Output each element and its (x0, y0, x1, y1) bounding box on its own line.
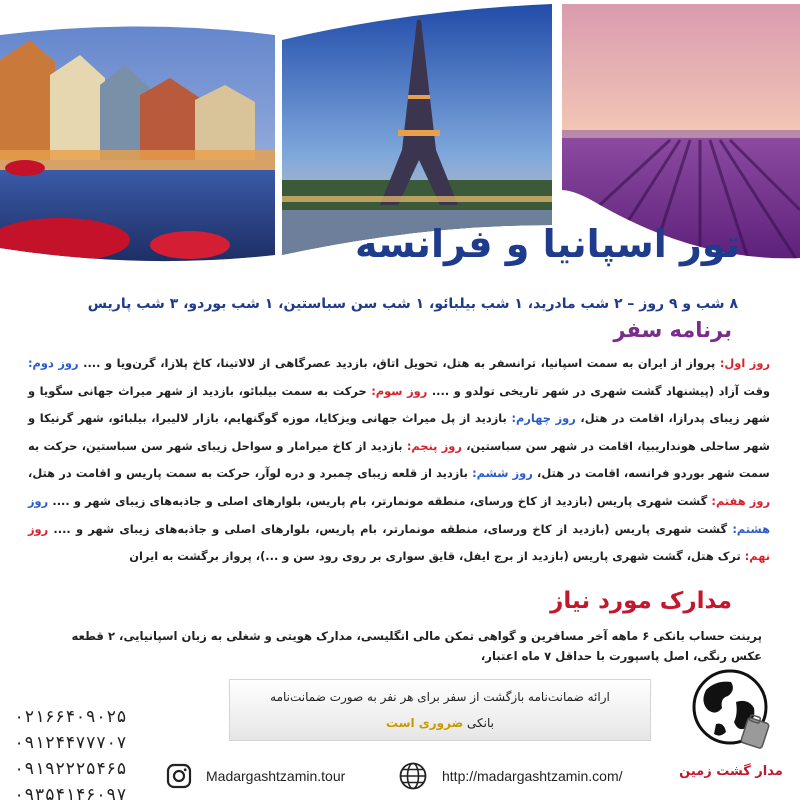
guarantee-line-1: ارائه ضمانت‌نامه بازگشت از سفر برای هر نفر به صورت ضمانت‌نامه (270, 690, 610, 704)
trip-duration-subtitle: ۸ شب و ۹ روز – ۲ شب مادرید، ۱ شب بیلبائو، ۱ شب سن سباستین، ۱ شب بوردو، ۳ شب پاریس (87, 296, 738, 312)
day-1-text: پرواز از ایران به سمت اسپانیا، ترانسفر به هتل، تحویل اتاق، بازدید عصرگاهی از لالاتینا، کاخ پلازا، گرن‌ویا و .... (78, 356, 720, 370)
guarantee-line-2-prefix: بانکی (463, 716, 494, 730)
day-9-text: ترک هتل، گشت شهری پاریس (بازدید از برج ایفل، قایق سواری بر روی رود سن و ...)، پرواز برگشت به ایران (129, 549, 745, 564)
instagram-icon (166, 763, 192, 789)
page-title: تور اسپانیا و فرانسه (354, 222, 740, 266)
guarantee-line-2 (230, 716, 650, 730)
guarantee-highlight: ضروری است (385, 716, 464, 730)
day-5-text: بازدید از کاخ میرامار و سواحل زیبای شهر سن سباستین، حرکت به سمت شهر بوردو فرانسه، اقامت در هتل، (28, 438, 770, 481)
day-2-text: وقت آزاد (پیشنهاد گشت شهری در شهر تاریخی تولدو و .... (427, 383, 770, 398)
day-6-label: روز ششم: (472, 466, 533, 481)
phone-number-3[interactable]: ۰۹۱۹۲۲۲۵۴۶۵ (14, 759, 127, 779)
phone-number-2[interactable]: ۰۹۱۲۴۴۷۷۷۰۷ (14, 733, 127, 753)
day-7-label: روز هفتم: (711, 493, 770, 508)
brand-name: مدار گشت زمین (679, 764, 783, 779)
website-contact[interactable] (398, 760, 623, 792)
itinerary-text (28, 350, 770, 571)
day-8-text: گشت شهری پاریس (بازدید از کاخ ورسای، منطقه مونمارتر، بام پاریس، بلوارهای اصلی و جاذبه‌های زیبای شهر و .... (48, 521, 733, 536)
website-url[interactable]: http://madargashtzamin.com/ (442, 768, 623, 784)
day-8-label: روز هشتم: (28, 493, 770, 536)
phone-number-1[interactable]: ۰۲۱۶۶۴۰۹۰۲۵ (14, 707, 127, 727)
day-6-text: بازدید از قلعه زیبای چمبرد و دره لوآر، حرکت به سمت پاریس و اقامت در هتل، (28, 466, 473, 481)
day-3-text: حرکت به سمت بیلبائو، بازدید از شهر میراث جهانی سگویا و شهر زیبای پدرازا، اقامت در هتل، (28, 383, 770, 426)
day-2-label: روز دوم: (28, 356, 79, 370)
day-3-label: روز سوم: (371, 383, 428, 398)
day-7-text: گشت شهری پاریس (بازدید از کاخ ورسای، منطقه مونمارتر، بام پاریس، بلوارهای اصلی و جاذبه‌های زیبای شهر و .... (48, 493, 712, 508)
photo-eiffel-tower (282, 0, 557, 260)
guarantee-notice-box (229, 679, 651, 741)
itinerary-heading: برنامه سفر (613, 318, 732, 342)
instagram-handle[interactable]: Madargashtzamin.tour (206, 768, 346, 784)
documents-heading: مدارک مورد نیاز (550, 588, 732, 614)
day-9-label: روز نهم: (28, 521, 770, 564)
day-4-text: بازدید از پل میراث جهانی ویزکایا، موزه گوگنهایم، بازار لالیبرا، بیلبائو، شهر گرنیکا و شهر ساحلی هونداریبیا، اقامت در شهر سن سباستین، (28, 411, 770, 453)
earth-globe-logo (676, 662, 786, 762)
phone-number-4[interactable]: ۰۹۳۵۴۱۴۶۰۹۷ (14, 785, 127, 805)
day-4-label: روز چهارم: (511, 411, 576, 426)
day-1-label: روز اول: (719, 356, 770, 370)
instagram-contact[interactable] (166, 760, 345, 792)
photo-canal-town (0, 0, 280, 265)
phone-list (14, 704, 204, 808)
documents-text: پرینت حساب بانکی ۶ ماهه آخر مسافرین و گواهی تمکن مالی انگلیسی، مدارک هویتی و شغلی به زبان اسپانیایی، ۲ قطعه عکس رنگی، اصل پاسپورت با حداقل ۷ ماه اعتبار، (71, 629, 762, 663)
day-5-label: روز پنجم: (406, 438, 462, 453)
globe-icon (398, 761, 428, 791)
